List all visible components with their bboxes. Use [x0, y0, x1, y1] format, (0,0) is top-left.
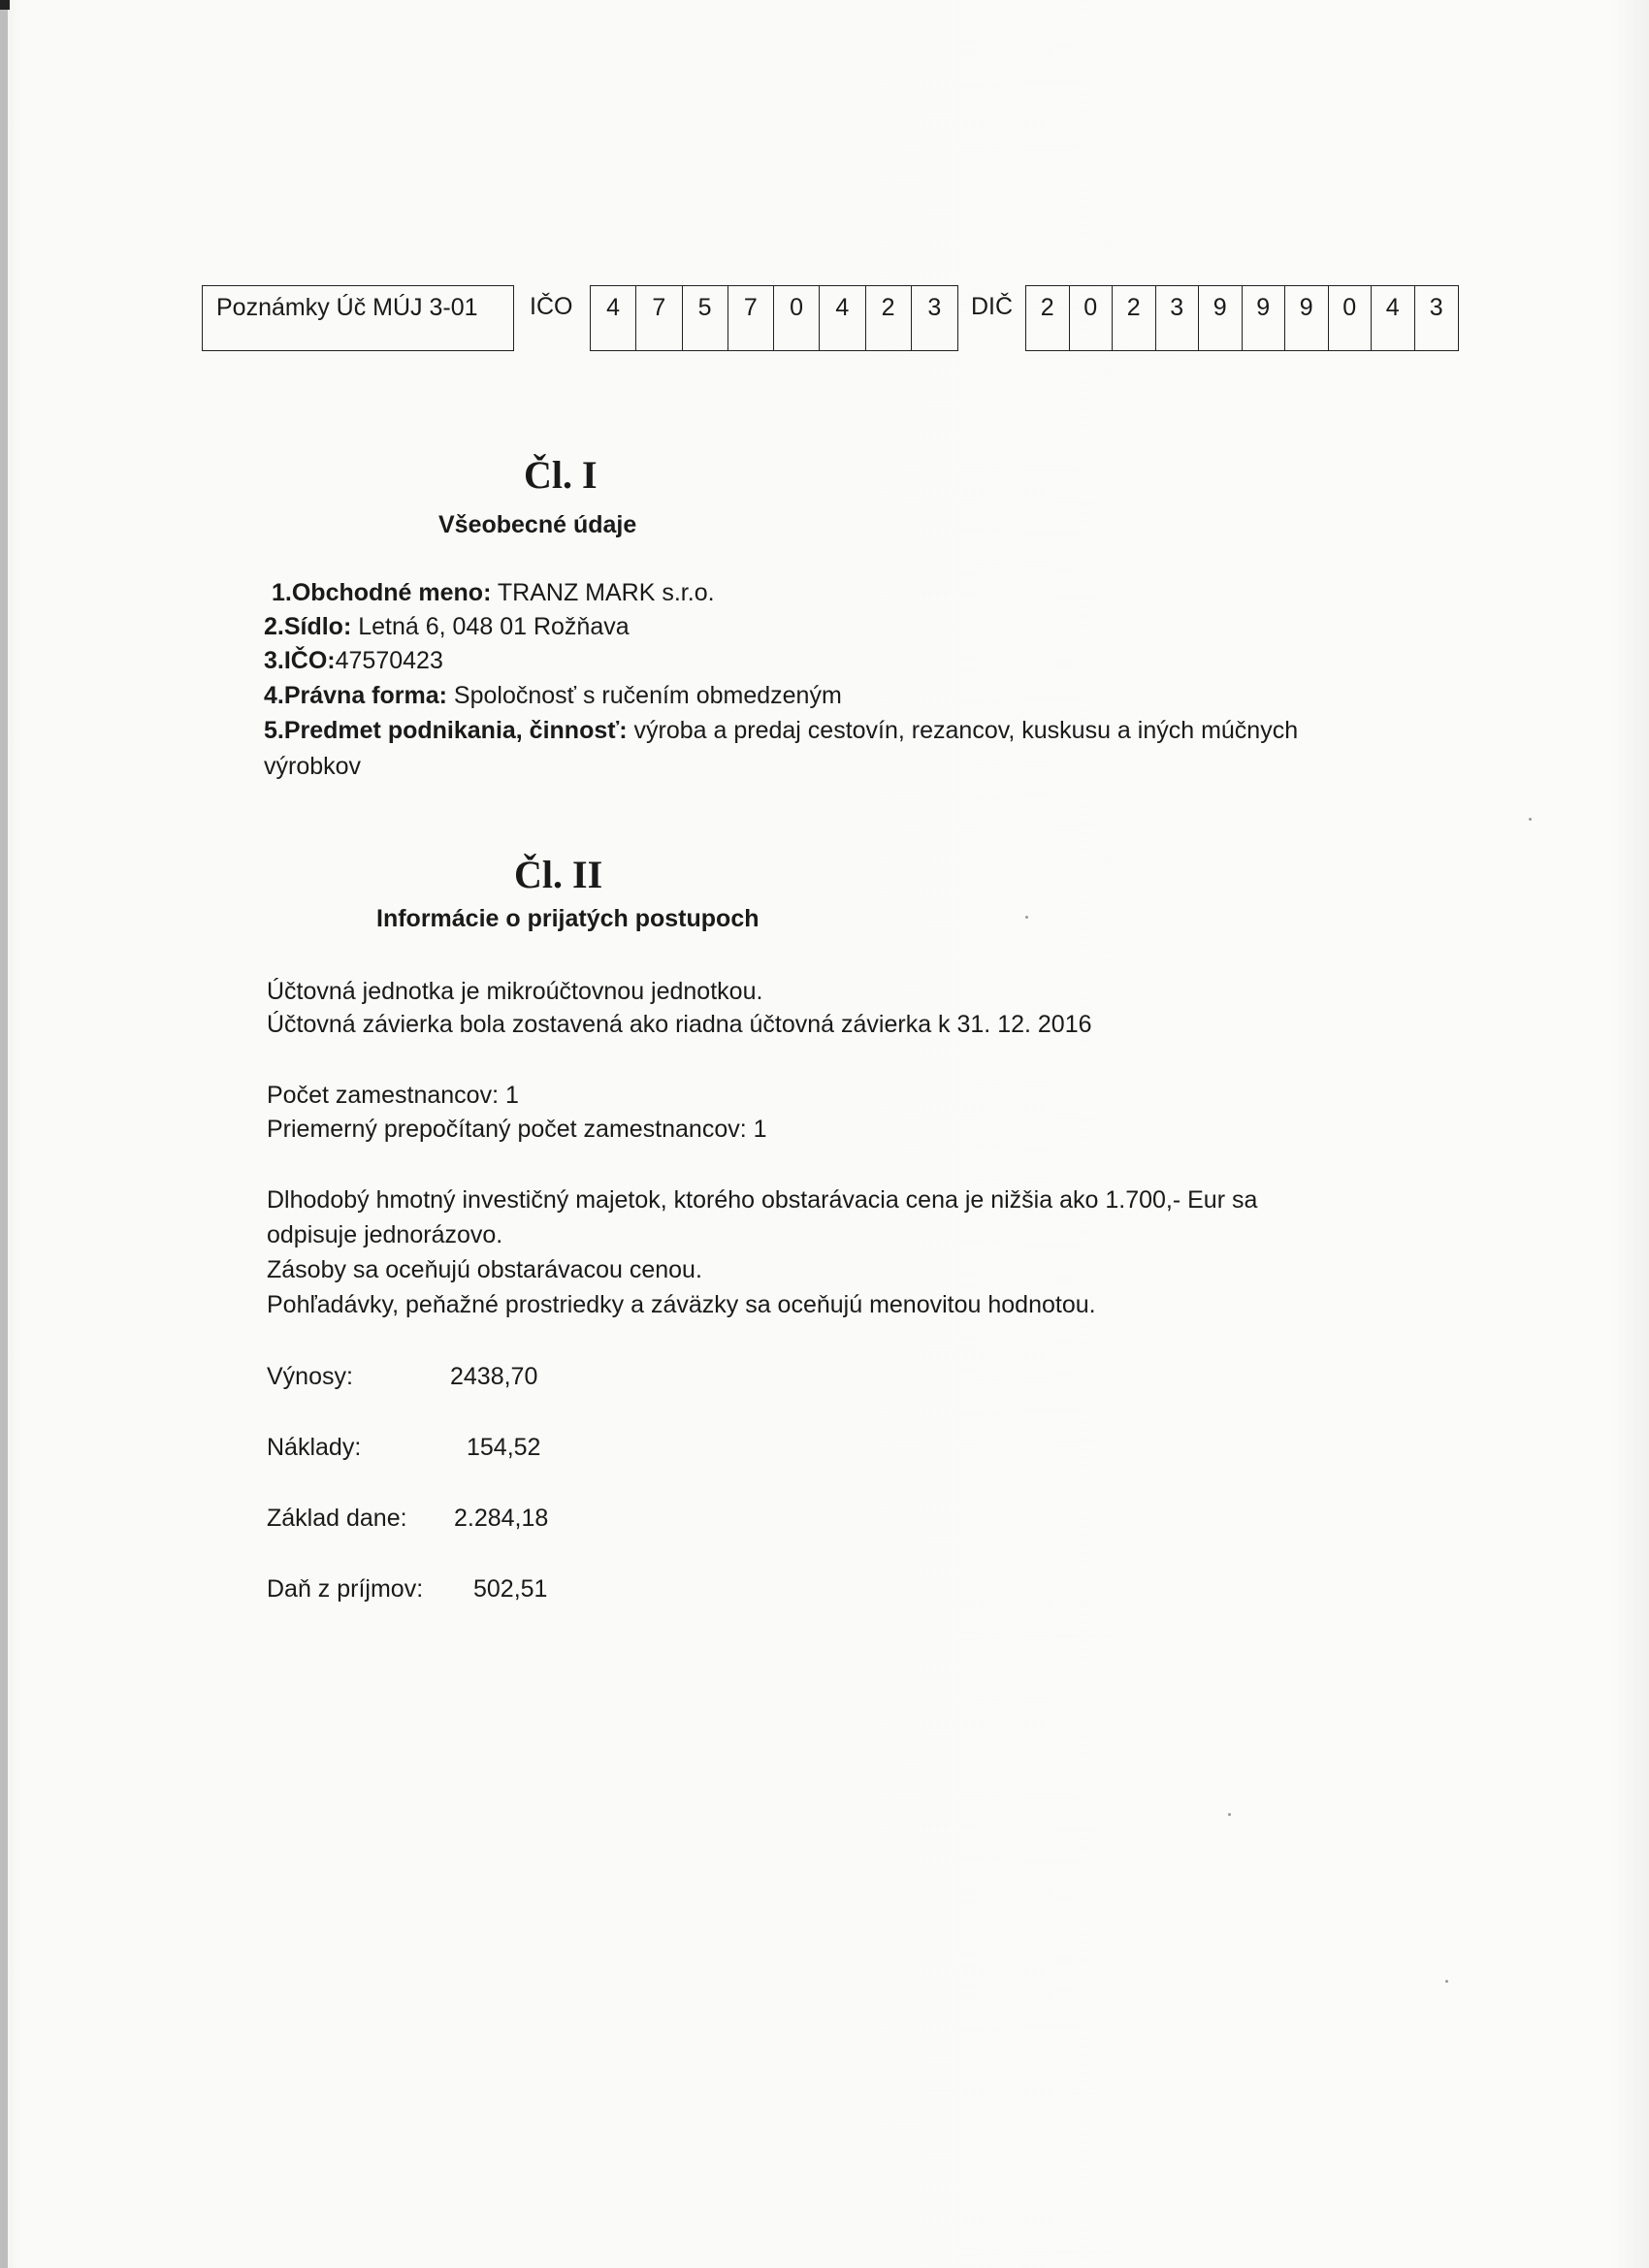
digit-box: 3: [1429, 294, 1443, 321]
figure-label-income-tax: Daň z príjmov:: [267, 1575, 424, 1603]
article-2-subheading: Informácie o prijatých postupoch: [376, 905, 760, 932]
info-line-seat: [264, 613, 630, 641]
scan-speck: [1025, 916, 1028, 919]
info-label: 2.Sídlo:: [264, 613, 352, 640]
figure-label-costs: Náklady:: [267, 1434, 362, 1461]
figure-label-revenue: Výnosy:: [267, 1363, 353, 1390]
info-value: výroba a predaj cestovín, rezancov, kuskusu a iných múčnych: [633, 717, 1299, 744]
digit-box: 4: [820, 286, 865, 350]
info-label: 4.Právna forma:: [264, 682, 447, 709]
digit-box: 0: [774, 286, 820, 350]
text-line: Účtovná jednotka je mikroúčtovnou jednotkou.: [267, 978, 763, 1005]
scan-speck: [1445, 1980, 1448, 1983]
text-line: Dlhodobý hmotný investičný majetok, ktorého obstarávacia cena je nižšia ako 1.700,- Eur sa: [267, 1186, 1258, 1214]
info-value: TRANZ MARK s.r.o.: [497, 579, 715, 606]
info-line-business: [264, 717, 1298, 745]
figure-value-income-tax: 502,51: [473, 1575, 548, 1603]
info-value: Spoločnosť s ručením obmedzeným: [453, 682, 842, 709]
text-line: Pohľadávky, peňažné prostriedky a záväzky sa oceňujú menovitou hodnotou.: [267, 1291, 1096, 1318]
digit-box: 4: [1372, 286, 1415, 350]
info-label: 5.Predmet podnikania, činnosť:: [264, 717, 628, 744]
digit-box: 0: [1070, 286, 1114, 350]
text-line: odpisuje jednorázovo.: [267, 1221, 503, 1248]
dic-tag: DIČ: [971, 293, 1014, 320]
digit-box: 2: [1026, 286, 1070, 350]
digit-box: 4: [591, 286, 636, 350]
info-label: 3.IČO:: [264, 647, 336, 674]
form-label-box: Poznámky Úč MÚJ 3-01: [202, 285, 514, 351]
digit-box: 3: [1156, 286, 1200, 350]
digit-box: 7: [728, 286, 774, 350]
scan-speck: [1529, 818, 1532, 821]
dic-digit-boxes: [1025, 285, 1459, 351]
text-line: Počet zamestnancov: 1: [267, 1082, 519, 1109]
info-line-ico: [264, 647, 443, 675]
digit-box: 0: [1329, 286, 1373, 350]
figure-label-tax-base: Základ dane:: [267, 1505, 407, 1532]
info-label: 1.Obchodné meno:: [272, 579, 492, 606]
article-2-heading: Čl. II: [514, 853, 603, 896]
info-line-business-cont: výrobkov: [264, 753, 362, 780]
digit-box: 7: [636, 286, 682, 350]
digit-box: 9: [1285, 286, 1329, 350]
digit-box: 5: [683, 286, 728, 350]
scan-edge: [0, 0, 8, 2268]
digit-box: 2: [1113, 286, 1156, 350]
info-value: 47570423: [335, 647, 443, 674]
digit-box: 2: [866, 286, 912, 350]
digit-box: 9: [1243, 286, 1286, 350]
info-line-name: [272, 579, 715, 607]
digit-box: 9: [1199, 286, 1243, 350]
info-value: Letná 6, 048 01 Rožňava: [358, 613, 630, 640]
text-line: Účtovná závierka bola zostavená ako riadna účtovná závierka k 31. 12. 2016: [267, 1011, 1092, 1038]
figure-value-revenue: 2438,70: [450, 1363, 538, 1390]
text-line: Priemerný prepočítaný počet zamestnancov: 1: [267, 1116, 767, 1143]
ico-tag: IČO: [530, 293, 573, 320]
scan-speck: [1228, 1813, 1231, 1816]
scan-mark: [0, 0, 10, 10]
text-line: Zásoby sa oceňujú obstarávacou cenou.: [267, 1256, 702, 1283]
article-1-heading: Čl. I: [524, 453, 598, 497]
info-line-legal-form: [264, 682, 842, 710]
ico-digit-boxes: [590, 285, 958, 351]
figure-value-costs: 154,52: [467, 1434, 541, 1461]
article-1-subheading: Všeobecné údaje: [438, 511, 637, 538]
digit-box: 3: [927, 294, 942, 321]
figure-value-tax-base: 2.284,18: [454, 1505, 549, 1532]
